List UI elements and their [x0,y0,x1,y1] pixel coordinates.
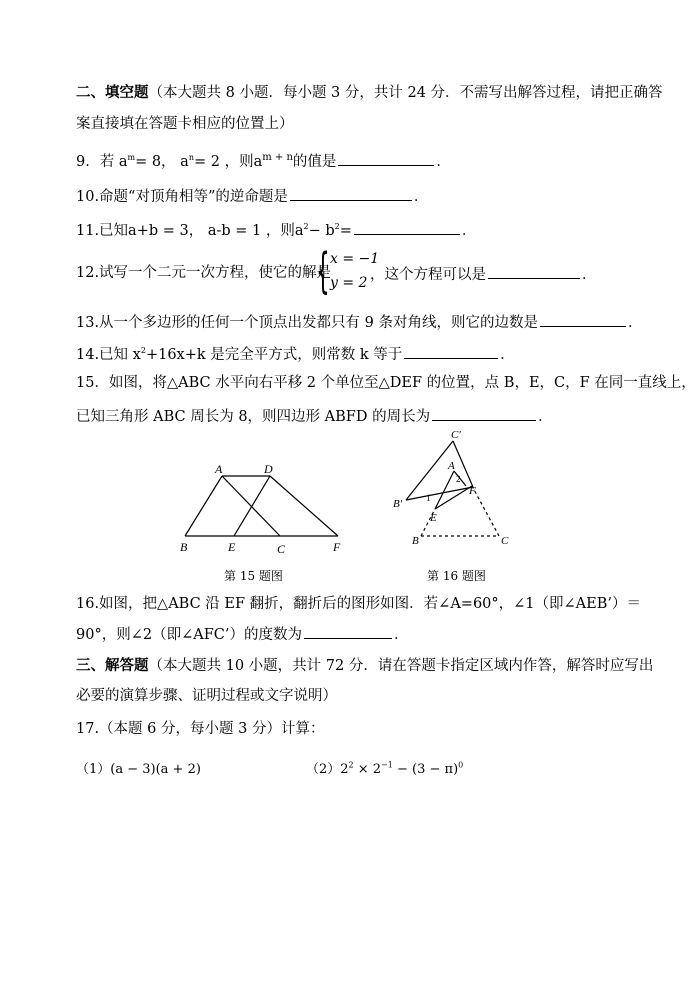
fig15-label-C: C [277,542,286,556]
q15-answer-blank[interactable] [432,405,536,421]
q9-pre: 9．若 a [76,154,128,170]
fig16-label-B: B [412,535,419,547]
q9-exp-mn: m + n [262,152,293,164]
q10-answer-blank[interactable] [290,185,412,201]
q17-part2-exp3: 0 [458,760,464,770]
q12-answer-blank[interactable] [488,263,580,279]
fig15-label-B: B [180,540,188,554]
q17-part2-exp2: −1 [381,760,393,770]
fig16-label-E: E [430,512,437,524]
fig16-label-C: C [501,535,509,547]
q17-title: 17.（本题 6 分，每小题 3 分）计算： [76,721,325,737]
q11-end: ． [461,223,477,239]
q17-part2-exp1: 2 [348,760,354,770]
fig16-label-2: 2 [456,474,461,484]
figure-16 [388,426,528,551]
question-10 [76,185,428,207]
q10-text: 10.命题“对顶角相等”的逆命题是 [76,189,288,205]
q17-part2-post: − (3 − π) [392,762,459,777]
q9-exp-n: n [188,153,194,163]
question-9 [76,150,451,172]
question-15-line1 [76,373,696,393]
q15-end: ． [538,409,553,425]
q11-sq2: 2 [334,222,340,232]
q17-part2-mid: × 2 [353,762,382,777]
question-11 [76,219,476,241]
fig16-caption: 第 16 题图 [427,569,486,583]
q9-post: 的值是 [292,154,337,170]
q12-end: ． [582,267,597,283]
fig15-label-F: F [333,540,341,554]
q15-line1: 15．如图，将△ABC 水平向右平移 2 个单位至△DEF 的位置，点 B，E，C，F 在同一直线上， [76,375,696,391]
section3-heading: 三、解答题 [76,657,149,674]
section3-desc2: 必要的演算步骤、证明过程或文字说明） [76,688,337,704]
q11-pre: 11.已知a+b = 3， a-b = 1 ，则a [76,223,304,239]
q10-end: ． [413,189,429,205]
q14-post: +16x+k 是完全平方式，则常数 k 等于 [145,347,403,363]
section2-heading: 二、填空题 [76,84,149,101]
fig16-label-Bp: B′ [393,498,403,510]
q16-end: ． [393,627,409,643]
section2-desc1: （本大题共 8 小题．每小题 3 分，共计 24 分．不需写出解答过程，请把正确答 [148,85,663,101]
fig16-label-1: 1 [426,493,431,503]
section2-line1 [76,83,663,103]
q12-pre: 12.试写一个二元一次方程，使它的解是 [76,265,332,281]
fig16-label-Cp: C′ [451,429,461,441]
q16-answer-blank[interactable] [304,623,392,639]
q9-mid2: = 2 ，则a [193,154,263,170]
figure-15 [170,456,360,561]
q17-part1 [76,760,201,780]
q13-end: ． [628,315,643,331]
q12-post: ，这个方程可以是 [370,267,486,283]
q15-line2: 已知三角形 ABC 周长为 8，则四边形 ABFD 的周长为 [76,409,431,425]
q16-line2: 90°，则∠2（即∠AFC’）的度数为 [76,627,302,643]
question-12-post [370,263,597,285]
fig15-label-D: D [264,462,273,476]
q13-answer-blank[interactable] [540,311,626,327]
q11-mid: − b [308,223,335,239]
q11-sq1: 2 [303,222,309,232]
fig15-caption: 第 15 题图 [224,569,283,583]
q14-pre: 14.已知 x [76,347,141,363]
fig16-label-F: F [469,485,476,497]
fig15-label-E: E [228,540,236,554]
question-15-line2 [76,405,553,427]
question-16-line2 [76,623,408,645]
section2-line2 [76,114,294,134]
q12-eq2: y = 2 [330,275,368,291]
q16-line1: 16.如图，把△ABC 沿 EF 翻折，翻折后的图形如图．若∠A=60°，∠1（即∠AEB’）＝ [76,596,641,612]
left-brace-icon: { [316,243,330,299]
q12-eq1: x = −1 [330,251,380,267]
question-12-pre [76,263,331,283]
q17-part2-pre: （2）2 [306,762,349,777]
q11-answer-blank[interactable] [354,219,460,235]
fig15-label-A: A [215,462,223,476]
q17-part1-text: （1）(a − 3)(a + 2) [76,762,201,777]
q9-end: ． [436,154,451,170]
q14-sq: 2 [140,346,146,356]
q17-part2 [306,760,463,780]
section3-line2 [76,686,337,706]
section3-line1 [76,656,653,676]
section2-desc2: 案直接填在答题卡相应的位置上） [76,116,294,132]
question-16-line1 [76,594,641,614]
q9-answer-blank[interactable] [338,150,434,166]
q13-text: 13.从一个多边形的任何一个顶点出发都只有 9 条对角线，则它的边数是 [76,315,539,331]
question-17-title [76,719,324,739]
section3-desc1: （本大题共 10 小题，共计 72 分．请在答题卡指定区域内作答，解答时应写出 [148,658,654,674]
q9-exp-m: m [127,153,136,163]
q14-answer-blank[interactable] [404,343,498,359]
question-13 [76,311,643,333]
fig16-label-A: A [448,460,455,472]
question-14 [76,343,515,365]
q9-mid1: = 8， a [135,154,189,170]
q14-end: ． [500,347,515,363]
q11-post: = [339,223,352,239]
